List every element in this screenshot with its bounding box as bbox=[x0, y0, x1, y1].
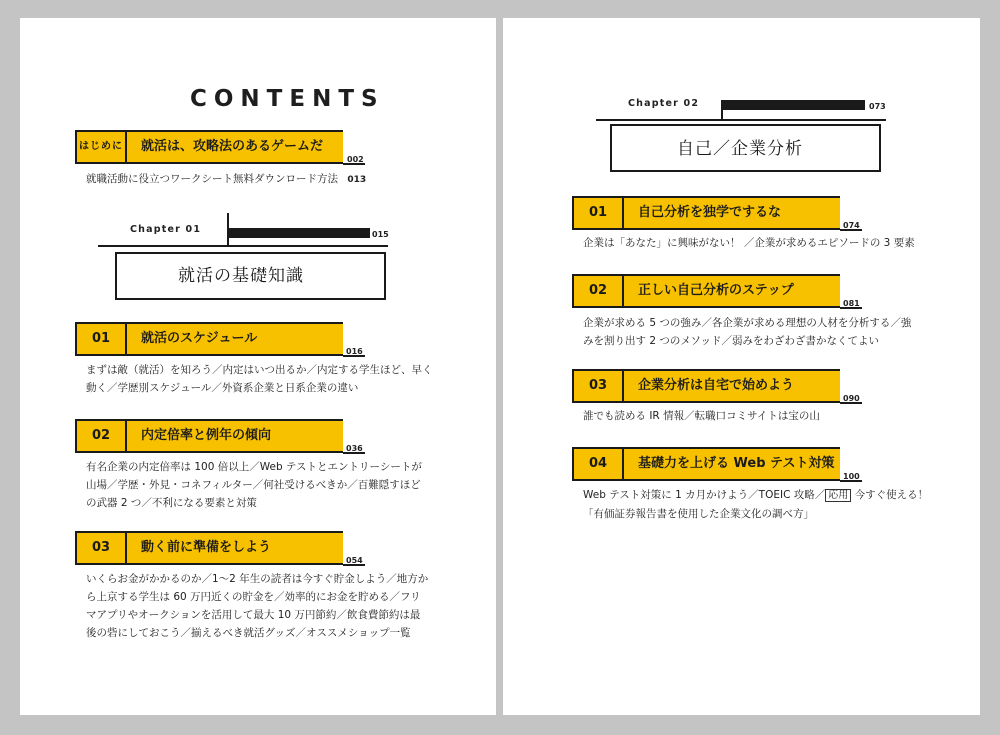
description-line: まずは敵（就活）を知ろう／内定はいつ出るか／内定する学生ほど、早く bbox=[86, 364, 433, 376]
section-header-bar bbox=[572, 447, 840, 481]
chapter01-label: Chapter 01 bbox=[130, 224, 202, 235]
section-number: 03 bbox=[77, 533, 127, 563]
section-number: 02 bbox=[77, 421, 127, 451]
description-line: の武器 2 つ／不利になる要素と対策 bbox=[86, 497, 257, 509]
intro-title: 就活は、攻略法のあるゲームだ bbox=[141, 139, 324, 154]
section-header-bar bbox=[572, 274, 840, 308]
description-line: 後の砦にしておこう／揃えるべき就活グッズ／オススメショップ一覧 bbox=[86, 627, 411, 639]
description-line bbox=[583, 486, 928, 505]
intro-subentry bbox=[86, 170, 366, 189]
chapter01-top-line bbox=[98, 245, 388, 247]
description-line: 有名企業の内定倍率は 100 倍以上／Web テストとエントリーシートが bbox=[86, 461, 422, 473]
intro-badge: はじめに bbox=[77, 132, 127, 162]
description-line: 山場／学歴・外見・コネフィルター／何社受けるべきか／百難隠すほど bbox=[86, 479, 421, 491]
section-description bbox=[583, 234, 915, 252]
section-page-number: 081 bbox=[843, 299, 860, 308]
section-description bbox=[583, 486, 928, 523]
applied-badge: 応用 bbox=[825, 489, 851, 502]
description-line: いくらお金がかかるのか／1〜2 年生の読者は今すぐ貯金しよう／地方か bbox=[86, 573, 429, 585]
intro-sub-page: 013 bbox=[347, 175, 367, 185]
description-line: 企業は「あなた」に興味がない！ ／企業が求めるエピソードの 3 要素 bbox=[583, 237, 915, 249]
intro-header-bar bbox=[75, 130, 343, 164]
description-line: 動く／学歴別スケジュール／外資系企業と日系企業の違い bbox=[86, 382, 359, 394]
section-title: 内定倍率と例年の傾向 bbox=[141, 428, 272, 443]
section-title: 自己分析を独学でするな bbox=[638, 205, 782, 220]
section-number: 02 bbox=[574, 276, 624, 306]
section-title: 就活のスケジュール bbox=[141, 331, 258, 346]
description-line: 企業が求める 5 つの強み／各企業が求める理想の人材を分析する／強 bbox=[583, 317, 912, 329]
section-description bbox=[583, 407, 820, 425]
section-title: 基礎力を上げる Web テスト対策 bbox=[638, 456, 835, 471]
section-description bbox=[86, 361, 433, 397]
description-line: 「有価証券報告書を使用した企業文化の調べ方」 bbox=[583, 508, 814, 520]
description-line: ら上京する学生は 60 万円近くの貯金を／効率的にお金を貯める／フリ bbox=[86, 591, 421, 603]
section-description bbox=[86, 458, 422, 512]
description-text: Web テスト対策に 1 カ月かけよう／TOEIC 攻略／ bbox=[583, 489, 826, 501]
chapter01-title: 就活の基礎知識 bbox=[178, 266, 304, 286]
section-title: 動く前に準備をしよう bbox=[141, 540, 272, 555]
section-title: 正しい自己分析のステップ bbox=[638, 283, 794, 298]
intro-sub-text: 就職活動に役立つワークシート無料ダウンロード方法 bbox=[86, 173, 338, 185]
section-page-number: 074 bbox=[843, 221, 860, 230]
section-number: 04 bbox=[574, 449, 624, 479]
right-page bbox=[503, 18, 980, 715]
contents-title: CONTENTS bbox=[190, 86, 385, 112]
description-line: みを割り出す 2 つのメソッド／弱みをわざわざ書かなくてよい bbox=[583, 335, 880, 347]
section-page-number: 100 bbox=[843, 472, 860, 481]
section-number: 01 bbox=[574, 198, 624, 228]
chapter02-bar bbox=[721, 100, 865, 110]
chapter02-label: Chapter 02 bbox=[628, 98, 700, 109]
section-description bbox=[86, 570, 428, 642]
section-title: 企業分析は自宅で始めよう bbox=[638, 378, 795, 393]
chapter01-bar bbox=[227, 228, 370, 238]
chapter01-page-number: 015 bbox=[372, 230, 389, 239]
section-description bbox=[583, 314, 911, 350]
section-number: 03 bbox=[574, 371, 624, 401]
section-header-bar bbox=[572, 196, 840, 230]
section-number: 01 bbox=[77, 324, 127, 354]
description-line: 誰でも読める IR 情報／転職口コミサイトは宝の山 bbox=[583, 410, 820, 422]
chapter02-title: 自己／企業分析 bbox=[677, 139, 803, 159]
section-header-bar bbox=[75, 322, 343, 356]
description-line: マアプリやオークションを活用して最大 10 万円節約／飲食費節約は最 bbox=[86, 609, 421, 621]
section-page-number: 016 bbox=[346, 347, 363, 356]
left-page bbox=[20, 18, 496, 715]
intro-page-number: 002 bbox=[347, 155, 364, 164]
chapter02-top-line bbox=[596, 119, 886, 121]
section-header-bar bbox=[75, 419, 343, 453]
section-page-number: 054 bbox=[346, 556, 363, 565]
section-header-bar bbox=[75, 531, 343, 565]
section-page-number: 090 bbox=[843, 394, 860, 403]
section-header-bar bbox=[572, 369, 840, 403]
description-text: 今すぐ使える！ bbox=[854, 489, 929, 501]
chapter02-page-number: 073 bbox=[869, 102, 886, 111]
section-page-number: 036 bbox=[346, 444, 363, 453]
